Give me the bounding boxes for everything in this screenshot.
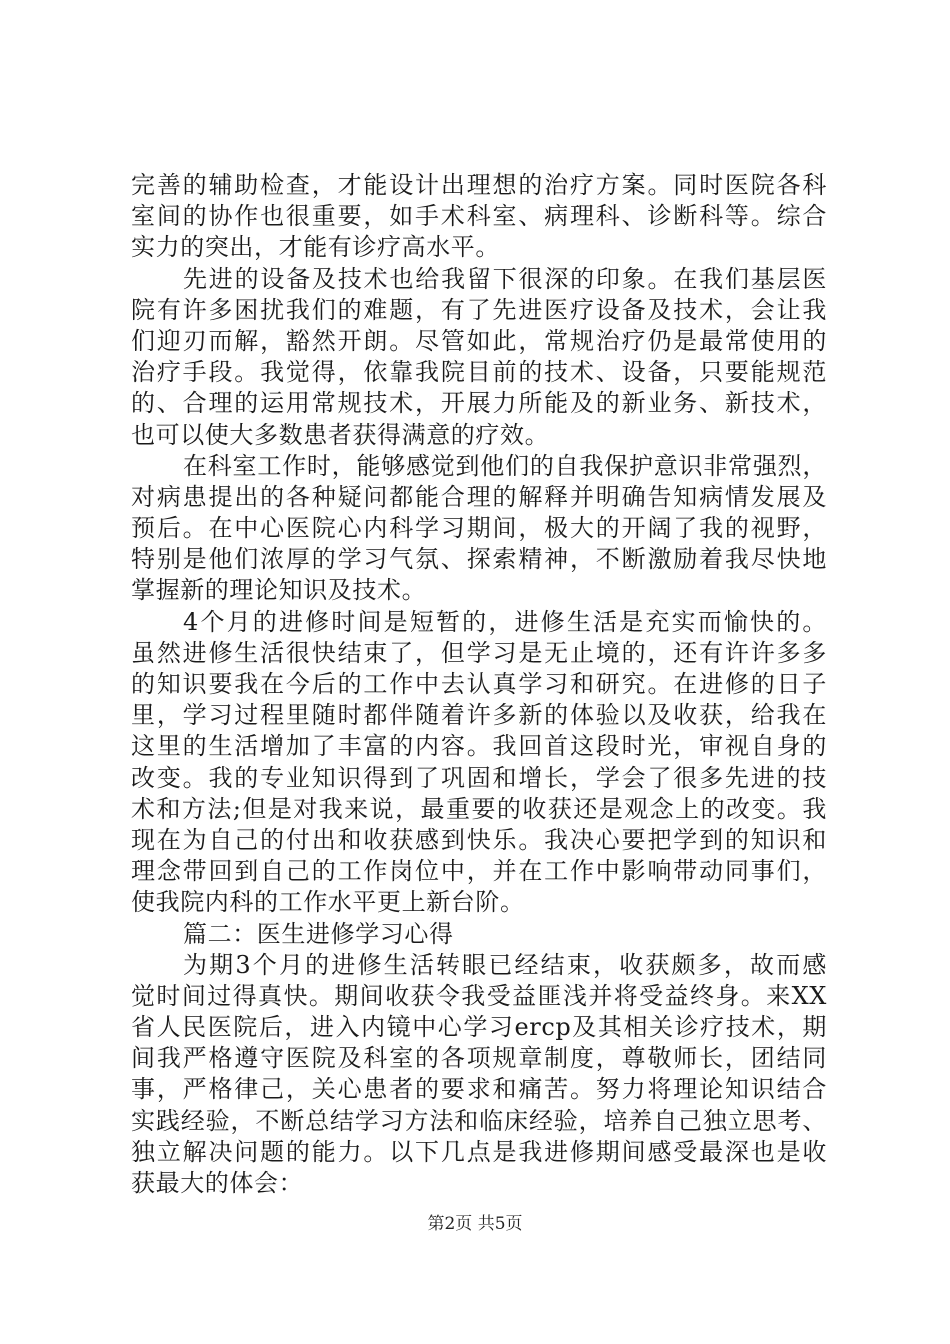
text-line: 独立解决问题的能力。以下几点是我进修期间感受最深也是收	[131, 1137, 827, 1166]
text-line: 这里的生活增加了丰富的内容。我回首这段时光，审视自身的	[131, 732, 827, 761]
text-line: 预后。在中心医院心内科学习期间，极大的开阔了我的视野，	[131, 514, 827, 543]
text-line: 院有许多困扰我们的难题，有了先进医疗设备及技术，会让我	[131, 295, 827, 324]
document-body	[131, 170, 827, 1199]
text-line: 理念带回到自己的工作岗位中，并在工作中影响带动同事们，	[131, 857, 827, 886]
text-line: 改变。我的专业知识得到了巩固和增长，学会了很多先进的技	[131, 763, 827, 792]
text-line: 术和方法;但是对我来说，最重要的收获还是观念上的改变。我	[131, 794, 827, 823]
text-line: 4个月的进修时间是短暂的，进修生活是充实而愉快的。	[183, 607, 827, 636]
text-line: 获最大的体会：	[131, 1169, 304, 1197]
text-line: 也可以使大多数患者获得满意的疗效。	[131, 420, 550, 449]
text-line: 里，学习过程里随时都伴随着许多新的体验以及收获，给我在	[131, 701, 827, 730]
text-line: 为期3个月的进修生活转眼已经结束，收获颇多，故而感	[183, 950, 827, 979]
text-line: 特别是他们浓厚的学习气氛、探索精神，不断激励着我尽快地	[131, 545, 827, 574]
text-line: 治疗手段。我觉得，依靠我院目前的技术、设备，只要能规范	[131, 358, 827, 387]
text-line: 现在为自己的付出和收获感到快乐。我决心要把学到的知识和	[131, 825, 827, 854]
text-line: 完善的辅助检查，才能设计出理想的治疗方案。同时医院各科	[131, 171, 827, 199]
text-line: 事，严格律己，关心患者的要求和痛苦。努力将理论知识结合	[131, 1075, 827, 1104]
text-line: 使我院内科的工作水平更上新台阶。	[131, 888, 525, 917]
text-line: 室间的协作也很重要，如手术科室、病理科、诊断科等。综合	[131, 202, 827, 231]
text-line: 实力的突出，才能有诊疗高水平。	[131, 233, 500, 262]
text-line: 篇二：医生进修学习心得	[183, 919, 454, 948]
text-line: 的知识要我在今后的工作中去认真学习和研究。在进修的日子	[131, 670, 827, 698]
text-line: 间我严格遵守医院及科室的各项规章制度，尊敬师长，团结同	[131, 1044, 827, 1073]
text-line: 在科室工作时，能够感觉到他们的自我保护意识非常强烈，	[183, 451, 827, 480]
text-line: 虽然进修生活很快结束了，但学习是无止境的，还有许许多多	[131, 638, 827, 667]
text-line: 觉时间过得真快。期间收获令我受益匪浅并将受益终身。来XX	[131, 981, 827, 1010]
page-footer: 第2页 共5页	[427, 1214, 523, 1234]
text-line: 对病患提出的各种疑问都能合理的解释并明确告知病情发展及	[131, 482, 827, 511]
text-line: 先进的设备及技术也给我留下很深的印象。在我们基层医	[183, 264, 827, 293]
text-line: 掌握新的理论知识及技术。	[131, 576, 427, 605]
text-line: 省人民医院后，进入内镜中心学习ercp及其相关诊疗技术，期	[131, 1013, 827, 1042]
text-line: 们迎刃而解，豁然开朗。尽管如此，常规治疗仍是最常使用的	[131, 326, 827, 355]
text-line: 实践经验，不断总结学习方法和临床经验，培养自己独立思考、	[131, 1106, 827, 1135]
text-line: 的、合理的运用常规技术，开展力所能及的新业务、新技术，	[131, 389, 827, 418]
